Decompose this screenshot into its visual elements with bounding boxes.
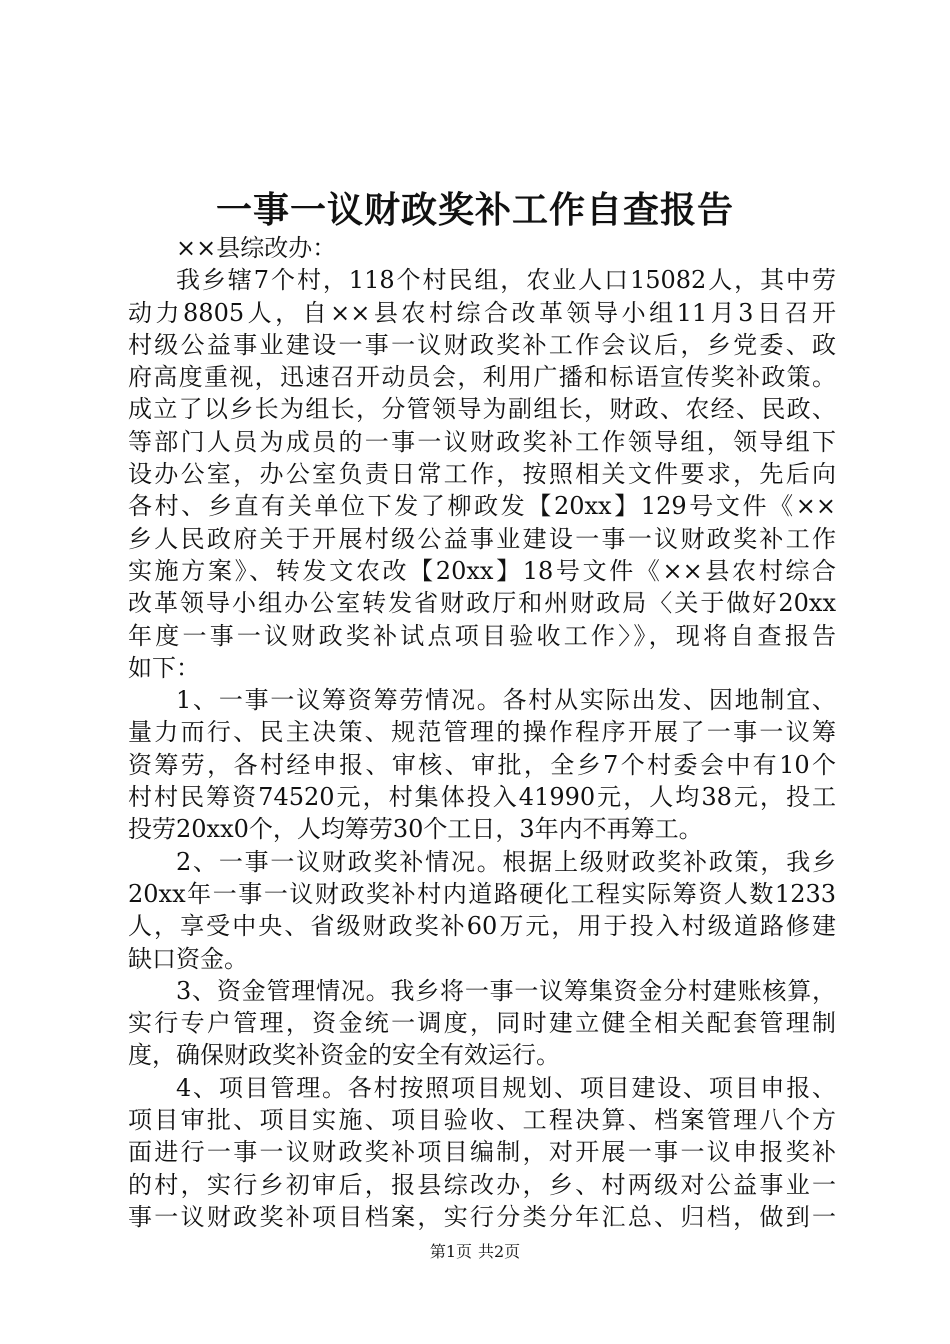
paragraph-line: 等部门人员为成员的一事一议财政奖补工作领导组，领导组下: [128, 427, 836, 456]
salutation-line: ××县综改办：: [176, 234, 337, 262]
document-title: 一事一议财政奖补工作自查报告: [215, 189, 734, 231]
paragraph-line: 实行专户管理，资金统一调度，同时建立健全相关配套管理制: [128, 1009, 836, 1038]
paragraph-line: 2、一事一议财政奖补情况。根据上级财政奖补政策，我乡: [176, 847, 836, 876]
paragraph-line: 乡人民政府关于开展村级公益事业建设一事一议财政奖补工作: [128, 524, 836, 553]
paragraph-line: 改革领导小组办公室转发省财政厅和州财政局〈关于做好20xx: [128, 589, 836, 618]
paragraph-line: 如下：: [128, 653, 200, 682]
paragraph-line: 各村、乡直有关单位下发了柳政发【20xx】129号文件《××: [128, 492, 836, 521]
paragraph-line: 我乡辖7个村，118个村民组，农业人口15082人，其中劳: [176, 266, 836, 295]
paragraph-line: 4、项目管理。各村按照项目规划、项目建设、项目申报、: [176, 1073, 836, 1102]
paragraph-line: 府高度重视，迅速召开动员会，利用广播和标语宣传奖补政策。: [128, 363, 836, 392]
paragraph-line: 村村民筹资74520元，村集体投入41990元，人均38元，投工: [128, 783, 836, 812]
paragraph-line: 的村，实行乡初审后，报县综改办，乡、村两级对公益事业一: [128, 1170, 836, 1199]
page-number: 第1页: [429, 1242, 472, 1261]
page-total: 共2页: [478, 1242, 521, 1261]
paragraph-line: 成立了以乡长为组长，分管领导为副组长，财政、农经、民政、: [128, 395, 836, 424]
paragraph-line: 人，享受中央、省级财政奖补60万元，用于投入村级道路修建: [128, 912, 836, 941]
paragraph-line: 3、资金管理情况。我乡将一事一议筹集资金分村建账核算，: [176, 976, 836, 1005]
paragraph-line: 面进行一事一议财政奖补项目编制，对开展一事一议申报奖补: [128, 1138, 836, 1167]
paragraph-line: 年度一事一议财政奖补试点项目验收工作〉》，现将自查报告: [128, 621, 836, 650]
paragraph-line: 缺口资金。: [128, 944, 248, 973]
paragraph-line: 资筹劳，各村经申报、审核、审批，全乡7个村委会中有10个: [128, 750, 836, 779]
page-footer: [0, 1240, 950, 1264]
paragraph-line: 动力8805人，自××县农村综合改革领导小组11月3日召开: [128, 298, 836, 327]
paragraph-line: 设办公室，办公室负责日常工作，按照相关文件要求，先后向: [128, 460, 836, 489]
paragraph-line: 事一议财政奖补项目档案，实行分类分年汇总、归档，做到一: [128, 1202, 836, 1231]
paragraph-line: 实施方案》、转发文农改【20xx】18号文件《××县农村综合: [128, 556, 836, 585]
paragraph-line: 20xx年一事一议财政奖补村内道路硬化工程实际筹资人数1233: [128, 879, 836, 908]
paragraph-line: 项目审批、项目实施、项目验收、工程决算、档案管理八个方: [128, 1106, 836, 1135]
document-body: [128, 232, 836, 1233]
paragraph-line: 村级公益事业建设一事一议财政奖补工作会议后，乡党委、政: [128, 330, 836, 359]
paragraph-line: 量力而行、民主决策、规范管理的操作程序开展了一事一议筹: [128, 718, 836, 747]
paragraph-line: 投劳20xx0个，人均筹劳30个工日，3年内不再筹工。: [128, 815, 703, 844]
paragraph-line: 1、一事一议筹资筹劳情况。各村从实际出发、因地制宜、: [176, 686, 836, 715]
paragraph-line: 度，确保财政奖补资金的安全有效运行。: [128, 1041, 560, 1070]
